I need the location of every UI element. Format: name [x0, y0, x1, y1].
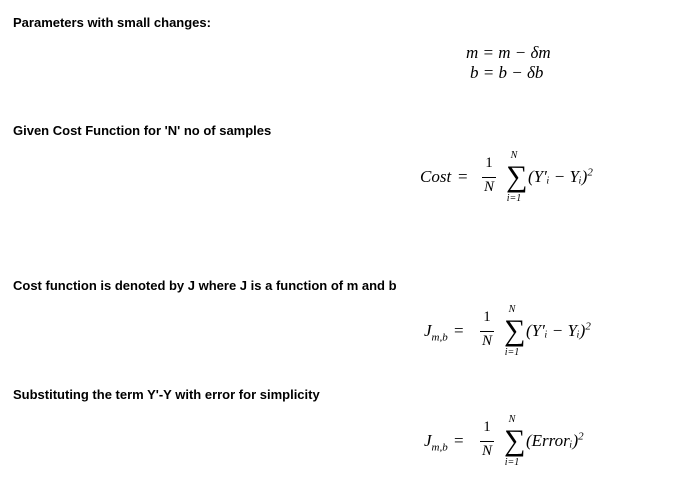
difference-term: (Y′ᵢ − Yᵢ): [526, 321, 586, 340]
squared-error-term: [526, 431, 584, 451]
squared-difference-term: [526, 321, 591, 341]
heading-error-substitution: Substituting the term Y'-Y with error for simplicity: [13, 387, 320, 402]
equation-cost: [420, 152, 620, 207]
heading-cost-function: Given Cost Function for 'N' no of samples: [13, 123, 272, 138]
error-term: (Errorᵢ): [526, 431, 579, 450]
summation-sign: ∑: [506, 160, 528, 193]
fraction-denominator: N: [481, 333, 492, 349]
fraction-bar: [482, 177, 496, 178]
summation-sign: ∑: [504, 424, 526, 457]
equation-update-b: b = b − δb: [470, 63, 544, 82]
equation-j: [424, 306, 624, 361]
fraction-numerator: 1: [485, 155, 493, 171]
j-lhs: [424, 431, 448, 454]
sum-lower-limit: i=1: [504, 457, 520, 468]
equals-sign: =: [458, 167, 468, 186]
summation-sign: ∑: [504, 314, 526, 347]
fraction-bar: [480, 331, 494, 332]
sum-upper-limit: N: [510, 150, 518, 161]
j-lhs: [424, 321, 448, 344]
equation-j-error: [424, 416, 624, 471]
heading-small-changes: Parameters with small changes:: [13, 15, 211, 30]
exponent: 2: [578, 430, 584, 443]
sum-lower-limit: i=1: [504, 347, 520, 358]
squared-difference-term: [528, 167, 593, 187]
equation-update-m: m = m − δm: [466, 43, 551, 62]
j-subscript: m,b: [431, 441, 448, 454]
exponent: 2: [587, 166, 593, 179]
fraction-numerator: 1: [483, 309, 491, 325]
fraction-denominator: N: [483, 179, 494, 195]
fraction-bar: [480, 441, 494, 442]
equals-sign: =: [454, 321, 464, 340]
exponent: 2: [585, 320, 591, 333]
j-symbol: J: [424, 321, 432, 340]
sum-upper-limit: N: [508, 414, 516, 425]
sum-upper-limit: N: [508, 304, 516, 315]
heading-j-definition: Cost function is denoted by J where J is a function of m and b: [13, 278, 397, 293]
j-symbol: J: [424, 431, 432, 450]
equals-sign: =: [454, 431, 464, 450]
sum-lower-limit: i=1: [506, 193, 522, 204]
fraction-numerator: 1: [483, 419, 491, 435]
fraction-denominator: N: [481, 443, 492, 459]
cost-lhs: Cost: [420, 167, 452, 186]
j-subscript: m,b: [431, 331, 448, 344]
difference-term: (Y′ᵢ − Yᵢ): [528, 167, 588, 186]
